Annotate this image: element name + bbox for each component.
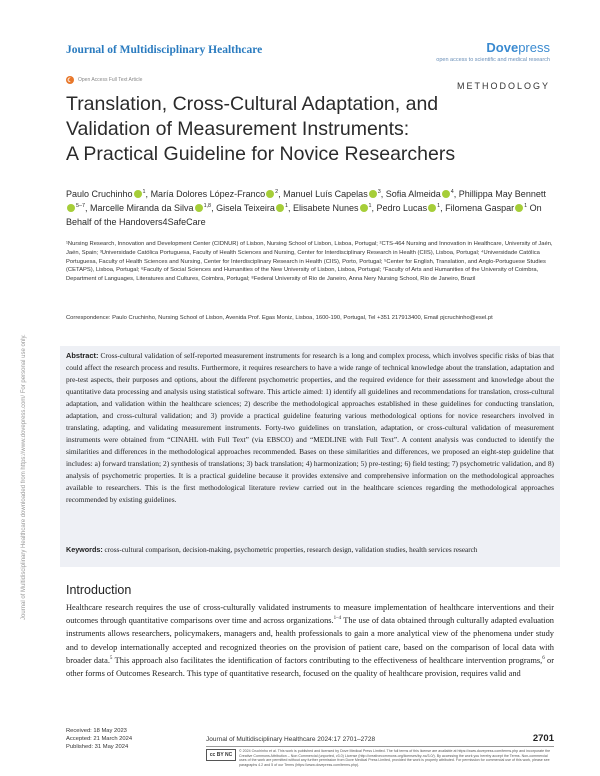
publisher-logo-thin: press xyxy=(518,40,550,55)
keywords-label: Keywords: xyxy=(66,545,103,554)
orcid-icon[interactable] xyxy=(266,190,274,198)
citation[interactable]: 6 xyxy=(542,656,545,662)
author-name: Phillippa May Bennett$^{5-7}$ xyxy=(66,189,546,213)
orcid-icon[interactable] xyxy=(195,204,203,212)
intro-text-4: or other forms of Outcomes Research. This type of quantitative research, focused on the quality of healthcare provision, requires valid and xyxy=(66,655,554,679)
author-name: Paulo Cruchinho $^1$ xyxy=(66,189,146,199)
accepted-date: Accepted: 21 March 2024 xyxy=(66,736,133,742)
intro-text-2: The use of data obtained through culturally adapted evaluation instruments allows researchers, policymakers, managers and, health professionals to gain a more analytical view of the phenomena under study and to develop internationally accepted and recognized theories on the provision of patient care, based on the comparison of local data with broader data. xyxy=(66,616,554,665)
footer-divider xyxy=(206,746,554,747)
article-title xyxy=(66,92,536,167)
orcid-icon[interactable] xyxy=(67,204,75,212)
orcid-icon[interactable] xyxy=(276,204,284,212)
abstract-text: Cross-cultural validation of self-reported measurement instruments for research is a long and complex process, which involves specific risks of bias that could affect the research process and results. Furthermore, it requires researchers to have a wide range of technical knowledge about the translation, adaptation and pre-test aspects, their purposes and options, about the different psychometric properties, and the required evidence for their assessment and knowledge about the quantitative data processing and analysis using statistical software. This article aimed: 1) identify all guidelines and recommendations for translation, cross-cultural adaptation, and validation within the healthcare sciences; 2) describe the methodological approaches established in these guidelines for conducting translation, adaptation, and cross-cultural validation; and 3) provide a practical guideline featuring various methodological options for novice researchers involved in translating, adapting, and validating measurement instruments. Forty-two guidelines on translation, adaptation, or cross-cultural validation of measurement instruments were obtained from “CINAHL with Full Text” (via EBSCO) and “MEDLINE with Full Text”. A content analysis was conducted to identify the similarities and differences in the methodological approaches recommended. Bases on these similarities and differences, we proposed an eight-step guideline that includes: a) forward translation; 2) synthesis of translations; 3) back translation; 4) harmonization; 5) pre-testing; 6) field testing; 7) psychometric validation, and 8) analysis of psychometric properties. It is a practical guideline because it provides extensive and comprehensive information on the methodological approaches available to researchers. This is the first methodological literature review carried out in the healthcare sciences regarding the methodological approaches recommended by existing guidelines. xyxy=(66,351,554,504)
published-date: Published: 31 May 2024 xyxy=(66,744,129,750)
cc-license-icon: cc BY NC xyxy=(206,749,236,761)
received-date: Received: 18 May 2023 xyxy=(66,728,127,734)
license-notice xyxy=(206,749,554,767)
title-line-3: A Practical Guideline for Novice Researchers xyxy=(66,143,456,165)
author-name: Marcelle Miranda da Silva $^{1,8}$ xyxy=(90,203,212,213)
section-heading: Introduction xyxy=(66,583,132,597)
abstract xyxy=(66,350,554,506)
author-name: María Dolores López-Franco $^2$ xyxy=(150,189,279,199)
publisher-tagline: open access to scientific and medical research xyxy=(436,57,550,63)
section-label: METHODOLOGY xyxy=(456,81,550,91)
page-number: 2701 xyxy=(532,733,554,744)
license-text: © 2024 Cruchinho et al. This work is published and licensed by Dove Medical Press Limited. The full terms of this license are available at https://www.dovepress.com/terms.php and incorporate the Creative Commons Attribution – Non Commercial (unported, v3.0) License (http://creativecommons.org/licenses/by-nc/3.0/). By accessing the work you hereby accept the Terms. Non-commercial uses of the work are permitted without any further permission from Dove Medical Press Limited, provided the work is properly attributed. For permission for commercial use of this work, please see paragraphs 4.2 and 5 of our Terms (https://www.dovepress.com/terms.php). xyxy=(239,749,551,767)
journal-reference: Journal of Multidisciplinary Healthcare 2024:17 2701–2728 xyxy=(206,736,376,743)
download-sidebar-text: Journal of Multidisciplinary Healthcare downloaded from https://www.dovepress.com/ For personal use only. xyxy=(21,334,27,620)
affiliations: ¹Nursing Research, Innovation and Development Center (CIDNUR) of Lisbon, Nursing School of Lisbon, Lisboa, Portugal; ²CTS-464 Nursing and Innovation in Healthcare, University of Jaén, Jaén, Spain; ³Universidade Católica Portuguesa, Faculty of Health Sciences and Nursing, Center for Interdisciplinary Research in Health (CIIS), Lisboa, Portugal; ⁴Universidade Católica Portuguesa, Faculty of Health Sciences and Nursing, Center for Interdisciplinary Research in Health (CIIS), Porto, Portugal; ⁵Center for English, Translation, and Anglo-Portuguese Studies (CETAPS), Lisboa, Portugal; ⁶Faculty of Social Sciences and Humanities of the New University of Lisbon, Lisboa, Portugal; ⁷Faculty of Arts and Humanities of the University of Coimbra, Department of Languages, Literatures and Cultures, Coimbra, Portugal; ⁸Federal University of Rio de Janeiro, Anna Nery Nursing School, Rio de Janeiro, Brazil xyxy=(66,241,553,283)
intro-text-3: This approach also facilitates the identification of factors contributing to the effectiveness of healthcare intervention programs, xyxy=(112,655,543,665)
intro-text-1: Healthcare research requires the use of cross-culturally validated instruments to measure implementation of healthcare interventions and their outcomes through quantitative comparisons over time and across organizations. xyxy=(66,603,554,626)
publisher-logo-main: Dove xyxy=(486,40,519,55)
orcid-icon[interactable] xyxy=(360,204,368,212)
journal-name: Journal of Multidisciplinary Healthcare xyxy=(66,44,263,56)
author-group: On Behalf of the Handovers4SafeCare xyxy=(66,203,542,227)
orcid-icon[interactable] xyxy=(442,190,450,198)
download-sidebar xyxy=(14,180,44,620)
publisher-logo xyxy=(486,40,550,55)
correspondence: Correspondence: Paulo Cruchinho, Nursing School of Lisbon, Avenida Prof. Egas Moniz, Lisboa, 1600-190, Portugal, Tel +351 217913400, Email pjcruchinho@esel.pt xyxy=(66,315,493,321)
author-name: Elisabete Nunes $^1$ xyxy=(292,203,372,213)
author-list: Paulo Cruchinho $^1$, María Dolores López-Franco $^2$, Manuel Luís Capelas $^3$, Sofia Almeida $^4$, Phillippa May Bennett$^{5-7}$, Marcelle Miranda da Silva $^{1,8}$, Gisela Teixeira $^1$, Elisabete Nunes $^1$, Pedro Lucas $^1$, Filomena Gaspar $^1$ On Behalf of the Handovers4SafeCare xyxy=(66,189,546,227)
abstract-label: Abstract: xyxy=(66,351,99,360)
keywords xyxy=(66,544,554,556)
keywords-text: cross-cultural comparison, decision-making, psychometric properties, research design, validation studies, health services research xyxy=(104,546,478,554)
title-line-1: Translation, Cross-Cultural Adaptation, and xyxy=(66,93,439,115)
citation[interactable]: 1–4 xyxy=(333,616,342,622)
author-name: Filomena Gaspar $^1$ xyxy=(445,203,528,213)
author-name: Pedro Lucas $^1$ xyxy=(376,203,441,213)
orcid-icon[interactable] xyxy=(515,204,523,212)
intro-paragraph xyxy=(66,601,554,680)
author-name: Sofia Almeida $^4$ xyxy=(385,189,454,199)
orcid-icon[interactable] xyxy=(134,190,142,198)
open-access-icon: ☾ xyxy=(67,77,73,84)
article-dates xyxy=(66,727,132,751)
author-name: Manuel Luís Capelas $^3$ xyxy=(283,189,381,199)
citation[interactable]: 5 xyxy=(109,656,113,662)
open-access-text: Open Access Full Text Article xyxy=(78,77,143,83)
open-access-label xyxy=(66,76,142,84)
orcid-icon[interactable] xyxy=(428,204,436,212)
title-line-2: Validation of Measurement Instruments: xyxy=(66,118,410,140)
author-name: Gisela Teixeira $^1$ xyxy=(216,203,288,213)
orcid-icon[interactable] xyxy=(369,190,377,198)
